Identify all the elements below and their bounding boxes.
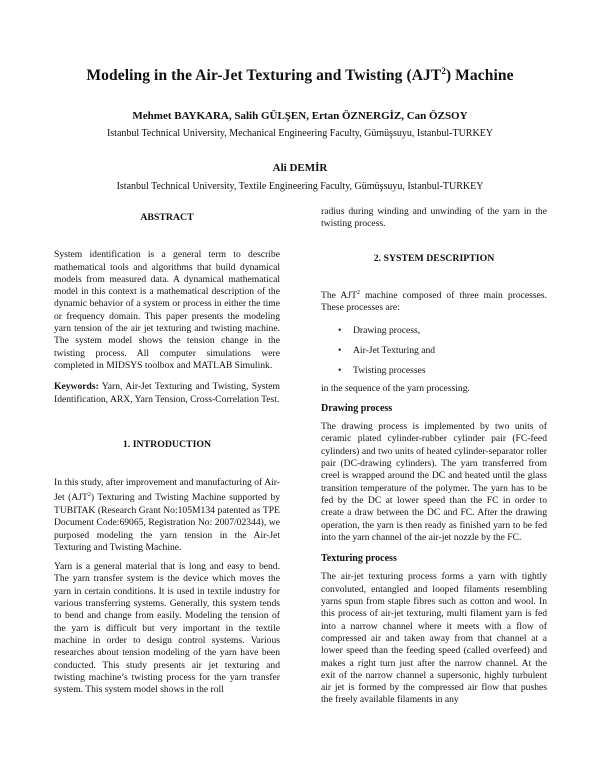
keywords: Keywords: Yarn, Air-Jet Texturing and Twisting, System Identification, ARX, Yarn Tension, Cross-Correlation Test.: [54, 381, 280, 405]
drawing-process-heading: Drawing process: [321, 402, 393, 414]
system-intro: The AJT$^2$ machine composed of three main processes. These processes are:: [321, 289, 547, 314]
continuation-text: radius during winding and unwinding of the yarn in the twisting process.: [321, 206, 547, 230]
drawing-process-text: The drawing process is implemented by two units of ceramic plated cylinder-rubber cylinder pair (FC-feed cylinders) and two units of heated cylinder-separator roller pair (DC-drawing cylinders). The yarn transferred from creel is wrapped around the DC and heated until the glass transition temperature of the polymer. The yarn has to be fed by the DC at lower speed than the FC in order to create a draw between the DC and FC. After the drawing operation, the yarn is then ready as finished yarn to be fed into the yarn channel of the air-jet nozzle by the FC.: [321, 421, 547, 543]
authors-secondary: Ali DEMİR: [272, 162, 328, 174]
texturing-process-text: The air-jet texturing process forms a yarn with tightly convoluted, entangled and looped filaments resembling yarns spun from staple fibres such as cotton and wool. In this process of air-jet texturing, multi filament yarn is fed into a narrow channel where it meets with a flow of compressed air and taken away from that channel at a lower speed than the feeding speed (called overfeed) and makes a right turn just after the narrow channel. At the exit of the narrow channel a supersonic, highly turbulent air jet is formed by the compressed air flow that pushes the freely available filaments in any: [321, 571, 547, 706]
abstract-text: System identification is a general term to describe mathematical tools and algorithms that build dynamical models from measured data. A dynamical mathematical model in this context is a mathematical description of the dynamic behavior of a system or process in either the time or frequency domain. This paper presents the modeling yarn tension of the air jet texturing and twisting machine. The system model shows the tension change in the twisting process. All computer simulations were completed in MIDSYS toolbox and MATLAB Simulink.: [54, 249, 280, 371]
texturing-process-heading: Texturing process: [321, 553, 397, 565]
list-item: • Air-Jet Texturing and: [321, 345, 547, 357]
process-list: [321, 325, 547, 378]
authors-primary: Mehmet BAYKARA, Salih GÜLŞEN, Ertan ÖZNERGİZ, Can ÖZSOY: [132, 110, 468, 122]
system-description-heading: 2. SYSTEM DESCRIPTION: [373, 252, 495, 264]
affiliation-textile: Istanbul Technical University, Textile Engineering Faculty, Gümüşsuyu, Istanbul-TURKEY: [116, 181, 484, 192]
list-item: • Drawing process,: [321, 325, 547, 337]
system-after-text: in the sequence of the yarn processing.: [321, 382, 470, 394]
paper-title: Modeling in the Air-Jet Texturing and Twisting (AJT$^2$) Machine: [86, 66, 514, 85]
introduction-paragraph-2: Yarn is a general material that is long and easy to bend. The yarn transfer system is the device which moves the yarn in certain conditions. It is used in textile industry for various transferring systems. Generally, this system tends to bend and change from easily. Modeling the tension of the yarn is difficult but very important in the textile machine in order to design control systems. Various researches about tension modeling of the yarn have been conducted. This study presents air jet texturing and twisting machine’s twisting process for the yarn transfer system. This system model shows in the roll: [54, 561, 280, 696]
left-column: [54, 200, 280, 696]
right-column: [321, 206, 547, 707]
list-item: • Twisting processes: [321, 365, 547, 377]
abstract-heading: ABSTRACT: [140, 212, 194, 223]
affiliation-mechanical: Istanbul Technical University, Mechanical Engineering Faculty, Gümüşsuyu, Istanbul-TURKEY: [106, 128, 494, 139]
introduction-paragraph-1: In this study, after improvement and manufacturing of Air-Jet (AJT$^2$) Texturing and Twisting Machine supported by TUBITAK (Research Grant No:105M134 patented as TPE Document Code:69065, Registration No: 2007/02344), we purposed modeling the yarn tension in the Air-Jet Texturing and Twisting Machine.: [54, 477, 280, 553]
introduction-heading: 1. INTRODUCTION: [122, 438, 212, 450]
